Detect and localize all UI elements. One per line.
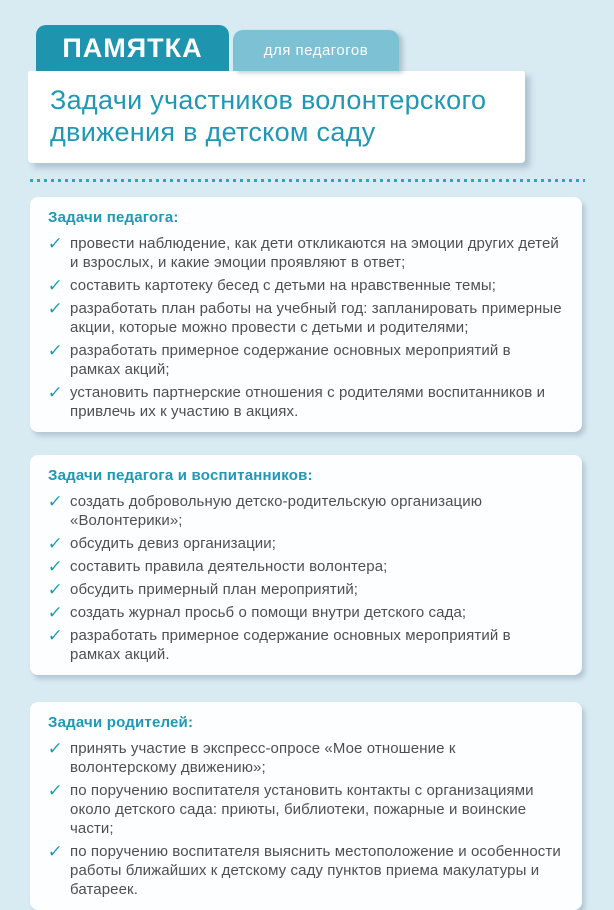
task-list-item xyxy=(48,383,562,421)
task-list xyxy=(48,234,562,421)
task-list xyxy=(48,739,562,899)
checkmark-icon: ✓ xyxy=(47,534,64,553)
memo-badge-tab xyxy=(36,25,229,71)
checkmark-icon: ✓ xyxy=(47,299,64,318)
task-list-item-text: создать журнал просьб о помощи внутри детского сада; xyxy=(70,604,467,621)
sections-container xyxy=(0,197,614,910)
checkmark-icon: ✓ xyxy=(47,603,64,622)
memo-badge-label: ПАМЯТКА xyxy=(62,32,203,63)
section-card xyxy=(30,455,582,675)
task-list-item xyxy=(48,299,562,337)
task-list-item xyxy=(48,626,562,664)
checkmark-icon: ✓ xyxy=(47,383,64,402)
task-list-item xyxy=(48,739,562,777)
task-list-item-text: установить партнерские отношения с родителями воспитанников и привлечь их к участию в акциях. xyxy=(70,384,546,420)
section-card xyxy=(30,197,582,432)
checkmark-icon: ✓ xyxy=(47,580,64,599)
audience-tab xyxy=(233,30,399,71)
checkmark-icon: ✓ xyxy=(47,276,64,295)
task-list-item xyxy=(48,234,562,272)
task-list-item xyxy=(48,276,562,295)
task-list-item xyxy=(48,557,562,576)
checkmark-icon: ✓ xyxy=(47,234,64,253)
task-list-item-text: принять участие в экспресс-опросе «Мое отношение к волонтерскому движению»; xyxy=(70,740,456,776)
task-list-item xyxy=(48,580,562,599)
dotted-divider xyxy=(30,179,585,182)
task-list-item-text: создать добровольную детско-родительскую организацию «Волонтерики»; xyxy=(70,493,483,529)
checkmark-icon: ✓ xyxy=(47,341,64,360)
checkmark-icon: ✓ xyxy=(47,492,64,511)
task-list-item-text: обсудить девиз организации; xyxy=(70,535,277,552)
task-list-item xyxy=(48,341,562,379)
task-list-item-text: разработать план работы на учебный год: запланировать примерные акции, которые можно провести с детьми и родителями; xyxy=(70,300,562,336)
task-list-item-text: разработать примерное содержание основных мероприятий в рамках акций; xyxy=(70,342,511,378)
task-list-item-text: по поручению воспитателя установить контакты с организациями около детского сада: приюты, библиотеки, пожарные и воинские части; xyxy=(70,782,534,837)
task-list-item-text: по поручению воспитателя выяснить местоположение и особенности работы ближайших к детскому саду пунктов приема макулатуры и батареек. xyxy=(70,843,561,898)
section-card xyxy=(30,702,582,910)
task-list-item xyxy=(48,781,562,838)
task-list-item-text: провести наблюдение, как дети откликаются на эмоции других детей и взрослых, и какие эмоции проявляют в ответ; xyxy=(70,235,559,271)
task-list-item xyxy=(48,534,562,553)
checkmark-icon: ✓ xyxy=(47,557,64,576)
task-list-item-text: обсудить примерный план мероприятий; xyxy=(70,581,359,598)
task-list xyxy=(48,492,562,664)
checkmark-icon: ✓ xyxy=(47,626,64,645)
task-list-item xyxy=(48,842,562,899)
task-list-item-text: составить картотеку бесед с детьми на нравственные темы; xyxy=(70,277,497,294)
task-list-item-text: составить правила деятельности волонтера; xyxy=(70,558,388,575)
audience-tab-label: для педагогов xyxy=(263,42,369,59)
checkmark-icon: ✓ xyxy=(47,739,64,758)
checkmark-icon: ✓ xyxy=(47,842,64,861)
task-list-item xyxy=(48,603,562,622)
section-heading: Задачи педагога: xyxy=(48,209,179,226)
page-title: Задачи участников волонтерского движения в детском саду xyxy=(50,85,487,147)
title-box xyxy=(28,71,525,163)
section-heading: Задачи педагога и воспитанников: xyxy=(48,467,313,484)
task-list-item xyxy=(48,492,562,530)
task-list-item-text: разработать примерное содержание основных мероприятий в рамках акций. xyxy=(70,627,511,663)
section-heading: Задачи родителей: xyxy=(48,714,194,731)
header-tabs xyxy=(0,0,614,71)
checkmark-icon: ✓ xyxy=(47,781,64,800)
